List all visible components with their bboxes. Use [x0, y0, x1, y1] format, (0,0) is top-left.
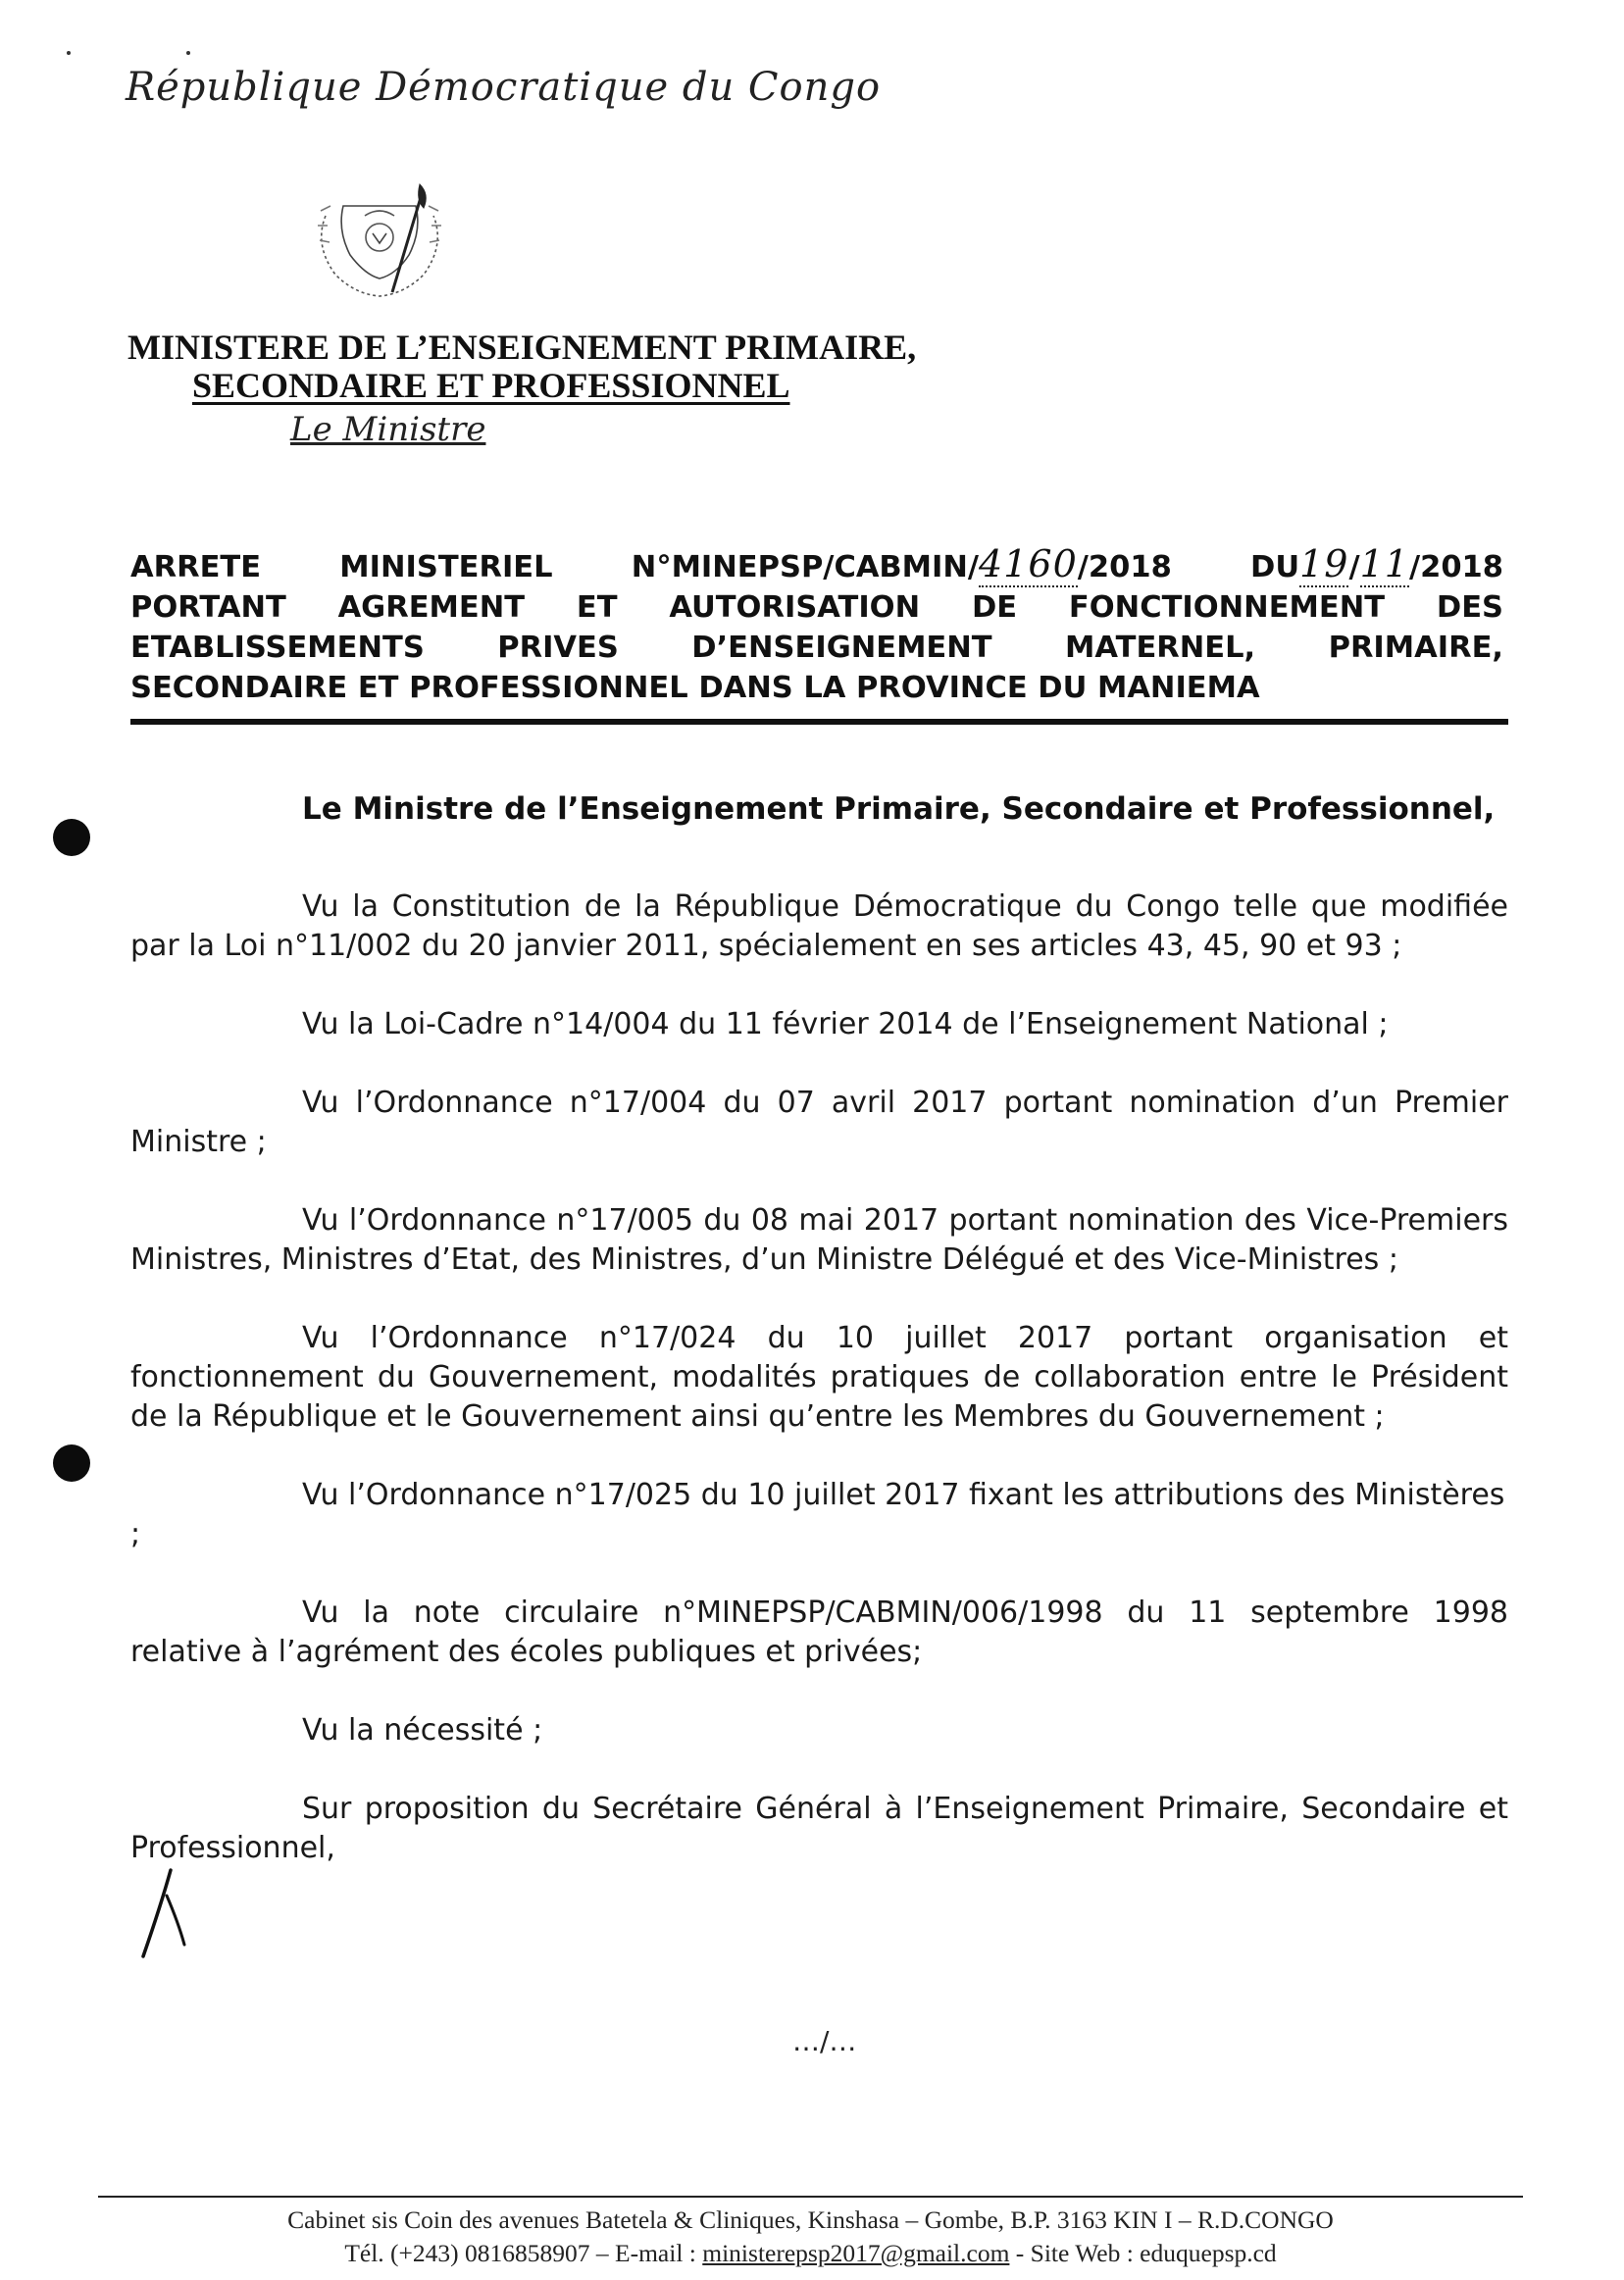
- ministry-name-line1: MINISTERE DE L’ENSEIGNEMENT PRIMAIRE,: [127, 328, 917, 367]
- minister-title: Le Ministre: [290, 410, 486, 449]
- considerant-constitution: Vu la Constitution de la République Démocratique du Congo telle que modifiée par la Loi n°11/002 du 20 janvier 2011, spécialement en ses articles 43, 45, 90 et 93 ;: [130, 889, 1508, 963]
- footer-address: Cabinet sis Coin des avenues Batetela & Cliniques, Kinshasa – Gombe, B.P. 3163 KIN I – R.D.CONGO: [287, 2205, 1334, 2234]
- scan-speck: [186, 51, 190, 55]
- handwritten-initial-signature: [137, 1866, 196, 1964]
- handwritten-day: 19: [1299, 542, 1349, 585]
- punch-hole-mark: [53, 1444, 90, 1482]
- title-line1: ARRETE MINISTERIEL N°MINEPSP/CABMIN/4160/2018 DU19/11/2018: [130, 542, 1503, 585]
- considerant-ordonnance-17-024: Vu l’Ordonnance n°17/024 du 10 juillet 2017 portant organisation et fonctionnement du Gouvernement, modalités pratiques de collaboration entre le Président de la République et le Gouvernement ainsi qu’entre les Membres du Gouvernement ;: [130, 1321, 1508, 1434]
- considerant-loi-cadre: Vu la Loi-Cadre n°14/004 du 11 février 2014 de l’Enseignement National ;: [302, 1007, 1389, 1041]
- considerant-ordonnance-17-025: Vu l’Ordonnance n°17/025 du 10 juillet 2017 fixant les attributions des Ministères ;: [130, 1478, 1505, 1551]
- title-line2: PORTANT AGREMENT ET AUTORISATION DE FONCTIONNEMENT DES: [130, 590, 1503, 625]
- considerant-ordonnance-17-004: Vu l’Ordonnance n°17/004 du 07 avril 2017 portant nomination d’un Premier Ministre ;: [130, 1086, 1508, 1159]
- footer-email-link[interactable]: ministerepsp2017@gmail.com: [702, 2239, 1010, 2267]
- handwritten-decree-number: 4160: [979, 542, 1078, 585]
- title-line4: SECONDAIRE ET PROFESSIONNEL DANS LA PROVINCE DU MANIEMA: [130, 671, 1260, 705]
- footer-rule: [98, 2196, 1523, 2198]
- decree-body: [130, 887, 1508, 1907]
- punch-hole-mark: [53, 819, 90, 856]
- scan-speck: [67, 51, 71, 55]
- minister-heading: Le Ministre de l’Enseignement Primaire, Secondaire et Professionnel,: [302, 791, 1496, 827]
- considerant-necessite: Vu la nécessité ;: [302, 1713, 543, 1748]
- considerant-note-circulaire: Vu la note circulaire n°MINEPSP/CABMIN/006/1998 du 11 septembre 1998 relative à l’agrément des écoles publiques et privées;: [130, 1596, 1508, 1669]
- country-name: République Démocratique du Congo: [126, 65, 882, 110]
- considerant-ordonnance-17-005: Vu l’Ordonnance n°17/005 du 08 mai 2017 portant nomination des Vice-Premiers Ministres, Ministres d’Etat, des Ministres, d’un Ministre Délégué et des Vice-Ministres ;: [130, 1203, 1508, 1277]
- title-underline-rule: [130, 719, 1508, 725]
- page-continuation-mark: …/…: [792, 2025, 857, 2057]
- coat-of-arms-emblem: [306, 177, 453, 309]
- decree-title: [130, 544, 1503, 708]
- considerant-proposition: Sur proposition du Secrétaire Général à l’Enseignement Primaire, Secondaire et Professionnel,: [130, 1792, 1508, 1865]
- footer-contact: Tél. (+243) 0816858907 – E-mail : ministerepsp2017@gmail.com - Site Web : eduquepsp.cd: [344, 2239, 1277, 2267]
- ministry-name-line2: SECONDAIRE ET PROFESSIONNEL: [192, 366, 790, 405]
- title-line3: ETABLISSEMENTS PRIVES D’ENSEIGNEMENT MATERNEL, PRIMAIRE,: [130, 631, 1503, 665]
- handwritten-month: 11: [1359, 542, 1409, 585]
